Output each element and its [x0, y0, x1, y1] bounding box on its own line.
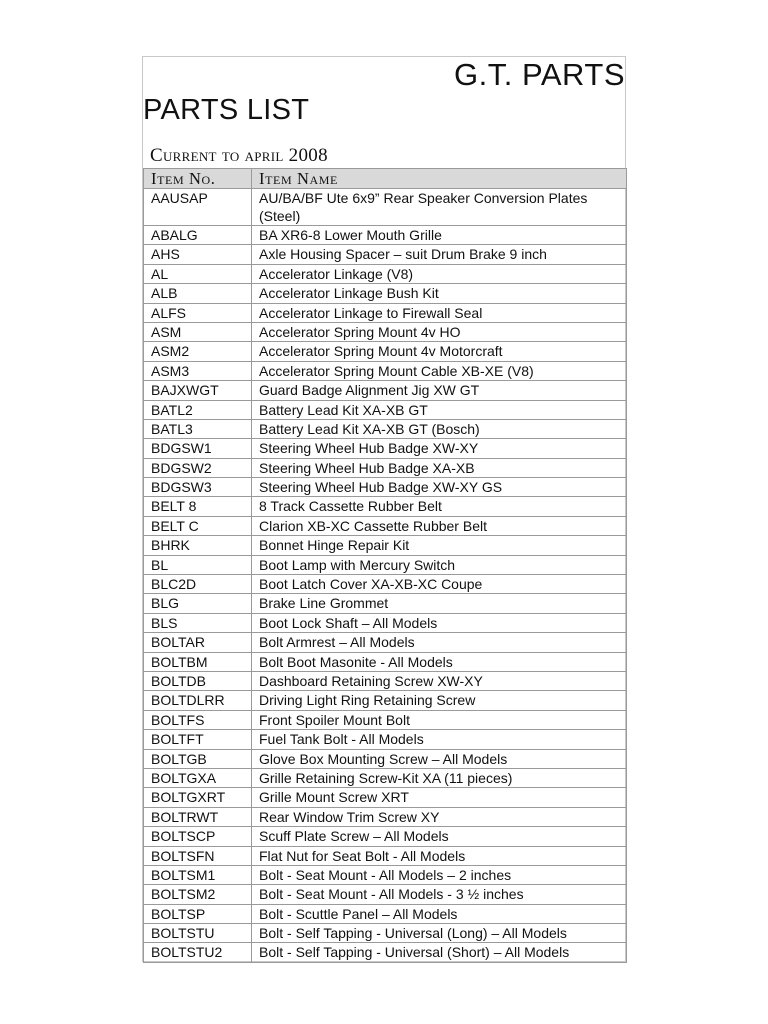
table-row	[144, 284, 627, 303]
item-name-cell: Grille Mount Screw XRT	[252, 788, 627, 807]
item-name-cell: Scuff Plate Screw – All Models	[252, 827, 627, 846]
item-name-cell: Axle Housing Spacer – suit Drum Brake 9 inch	[252, 245, 627, 264]
item-number-cell: BOLTRWT	[144, 807, 252, 826]
item-name-cell: Glove Box Mounting Screw – All Models	[252, 749, 627, 768]
item-name-cell: AU/BA/BF Ute 6x9” Rear Speaker Conversion Plates (Steel)	[252, 189, 627, 226]
item-number-cell: ALB	[144, 284, 252, 303]
item-name-cell: Steering Wheel Hub Badge XW-XY	[252, 439, 627, 458]
item-number-cell: BOLTSM1	[144, 865, 252, 884]
item-name-cell: Bonnet Hinge Repair Kit	[252, 536, 627, 555]
item-number-cell: BATL2	[144, 400, 252, 419]
item-number-cell: BOLTAR	[144, 633, 252, 652]
table-row	[144, 691, 627, 710]
item-name-cell: Bolt - Self Tapping - Universal (Short) – All Models	[252, 943, 627, 962]
item-name-cell: Bolt - Scuttle Panel – All Models	[252, 904, 627, 923]
table-header-row	[144, 169, 627, 189]
column-header-item-no: Item No.	[144, 169, 252, 189]
item-name-cell: Bolt - Seat Mount - All Models – 2 inches	[252, 865, 627, 884]
item-number-cell: BL	[144, 555, 252, 574]
parts-table	[143, 168, 627, 963]
item-name-cell: Bolt - Self Tapping - Universal (Long) – All Models	[252, 924, 627, 943]
item-name-cell: Flat Nut for Seat Bolt - All Models	[252, 846, 627, 865]
item-number-cell: BELT 8	[144, 497, 252, 516]
document-title: PARTS LIST	[143, 94, 310, 126]
item-name-cell: Bolt Armrest – All Models	[252, 633, 627, 652]
column-header-item-name: Item Name	[252, 169, 627, 189]
table-row	[144, 516, 627, 535]
table-row	[144, 827, 627, 846]
table-row	[144, 400, 627, 419]
item-number-cell: AAUSAP	[144, 189, 252, 226]
table-row	[144, 536, 627, 555]
table-row	[144, 652, 627, 671]
item-number-cell: ASM3	[144, 361, 252, 380]
table-row	[144, 788, 627, 807]
table-row	[144, 439, 627, 458]
item-number-cell: BOLTDB	[144, 671, 252, 690]
item-name-cell: Dashboard Retaining Screw XW-XY	[252, 671, 627, 690]
item-number-cell: ASM2	[144, 342, 252, 361]
item-number-cell: BOLTBM	[144, 652, 252, 671]
item-number-cell: BDGSW1	[144, 439, 252, 458]
item-number-cell: BOLTSM2	[144, 885, 252, 904]
table-row	[144, 189, 627, 226]
item-name-cell: Fuel Tank Bolt - All Models	[252, 730, 627, 749]
document-frame	[142, 56, 626, 962]
item-name-cell: Driving Light Ring Retaining Screw	[252, 691, 627, 710]
item-number-cell: BLS	[144, 613, 252, 632]
table-row	[144, 342, 627, 361]
item-name-cell: Battery Lead Kit XA-XB GT (Bosch)	[252, 419, 627, 438]
table-row	[144, 555, 627, 574]
table-row	[144, 671, 627, 690]
item-name-cell: Bolt Boot Masonite - All Models	[252, 652, 627, 671]
table-row	[144, 226, 627, 245]
item-number-cell: BOLTGXRT	[144, 788, 252, 807]
item-name-cell: Steering Wheel Hub Badge XW-XY GS	[252, 478, 627, 497]
item-name-cell: Front Spoiler Mount Bolt	[252, 710, 627, 729]
item-number-cell: AL	[144, 264, 252, 283]
item-name-cell: Accelerator Spring Mount 4v HO	[252, 322, 627, 341]
item-name-cell: Grille Retaining Screw-Kit XA (11 pieces)	[252, 768, 627, 787]
item-number-cell: BOLTFS	[144, 710, 252, 729]
table-row	[144, 497, 627, 516]
item-number-cell: BOLTSP	[144, 904, 252, 923]
item-number-cell: BOLTSTU	[144, 924, 252, 943]
item-number-cell: BDGSW2	[144, 458, 252, 477]
table-row	[144, 633, 627, 652]
item-name-cell: Boot Latch Cover XA-XB-XC Coupe	[252, 575, 627, 594]
item-number-cell: ASM	[144, 322, 252, 341]
table-row	[144, 361, 627, 380]
table-row	[144, 245, 627, 264]
item-number-cell: BOLTSTU2	[144, 943, 252, 962]
item-name-cell: Brake Line Grommet	[252, 594, 627, 613]
item-name-cell: Steering Wheel Hub Badge XA-XB	[252, 458, 627, 477]
table-row	[144, 303, 627, 322]
item-number-cell: BOLTSFN	[144, 846, 252, 865]
table-row	[144, 322, 627, 341]
document-subtitle: Current to april 2008	[150, 145, 328, 166]
item-name-cell: Rear Window Trim Screw XY	[252, 807, 627, 826]
table-row	[144, 419, 627, 438]
item-number-cell: AHS	[144, 245, 252, 264]
item-name-cell: Boot Lock Shaft – All Models	[252, 613, 627, 632]
company-name: G.T. PARTS	[454, 57, 625, 92]
item-number-cell: BOLTGXA	[144, 768, 252, 787]
item-number-cell: ALFS	[144, 303, 252, 322]
item-name-cell: Accelerator Spring Mount Cable XB-XE (V8)	[252, 361, 627, 380]
table-row	[144, 458, 627, 477]
table-row	[144, 478, 627, 497]
item-name-cell: Guard Badge Alignment Jig XW GT	[252, 381, 627, 400]
item-number-cell: ABALG	[144, 226, 252, 245]
item-name-cell: Clarion XB-XC Cassette Rubber Belt	[252, 516, 627, 535]
item-name-cell: 8 Track Cassette Rubber Belt	[252, 497, 627, 516]
item-name-cell: BA XR6-8 Lower Mouth Grille	[252, 226, 627, 245]
item-name-cell: Boot Lamp with Mercury Switch	[252, 555, 627, 574]
table-row	[144, 710, 627, 729]
table-row	[144, 264, 627, 283]
item-name-cell: Accelerator Linkage (V8)	[252, 264, 627, 283]
table-row	[144, 865, 627, 884]
item-name-cell: Bolt - Seat Mount - All Models - 3 ½ inches	[252, 885, 627, 904]
table-row	[144, 943, 627, 962]
item-number-cell: BOLTDLRR	[144, 691, 252, 710]
table-row	[144, 924, 627, 943]
table-row	[144, 594, 627, 613]
item-number-cell: BOLTFT	[144, 730, 252, 749]
table-row	[144, 749, 627, 768]
item-name-cell: Accelerator Spring Mount 4v Motorcraft	[252, 342, 627, 361]
item-number-cell: BOLTSCP	[144, 827, 252, 846]
table-row	[144, 846, 627, 865]
item-name-cell: Accelerator Linkage Bush Kit	[252, 284, 627, 303]
item-number-cell: BELT C	[144, 516, 252, 535]
table-row	[144, 768, 627, 787]
parts-table-body	[144, 189, 627, 963]
table-row	[144, 807, 627, 826]
item-number-cell: BLG	[144, 594, 252, 613]
table-row	[144, 613, 627, 632]
table-row	[144, 381, 627, 400]
table-row	[144, 885, 627, 904]
item-number-cell: BDGSW3	[144, 478, 252, 497]
item-number-cell: BATL3	[144, 419, 252, 438]
item-number-cell: BHRK	[144, 536, 252, 555]
item-name-cell: Battery Lead Kit XA-XB GT	[252, 400, 627, 419]
item-name-cell: Accelerator Linkage to Firewall Seal	[252, 303, 627, 322]
table-row	[144, 904, 627, 923]
item-number-cell: BOLTGB	[144, 749, 252, 768]
table-row	[144, 730, 627, 749]
table-row	[144, 575, 627, 594]
item-number-cell: BLC2D	[144, 575, 252, 594]
item-number-cell: BAJXWGT	[144, 381, 252, 400]
